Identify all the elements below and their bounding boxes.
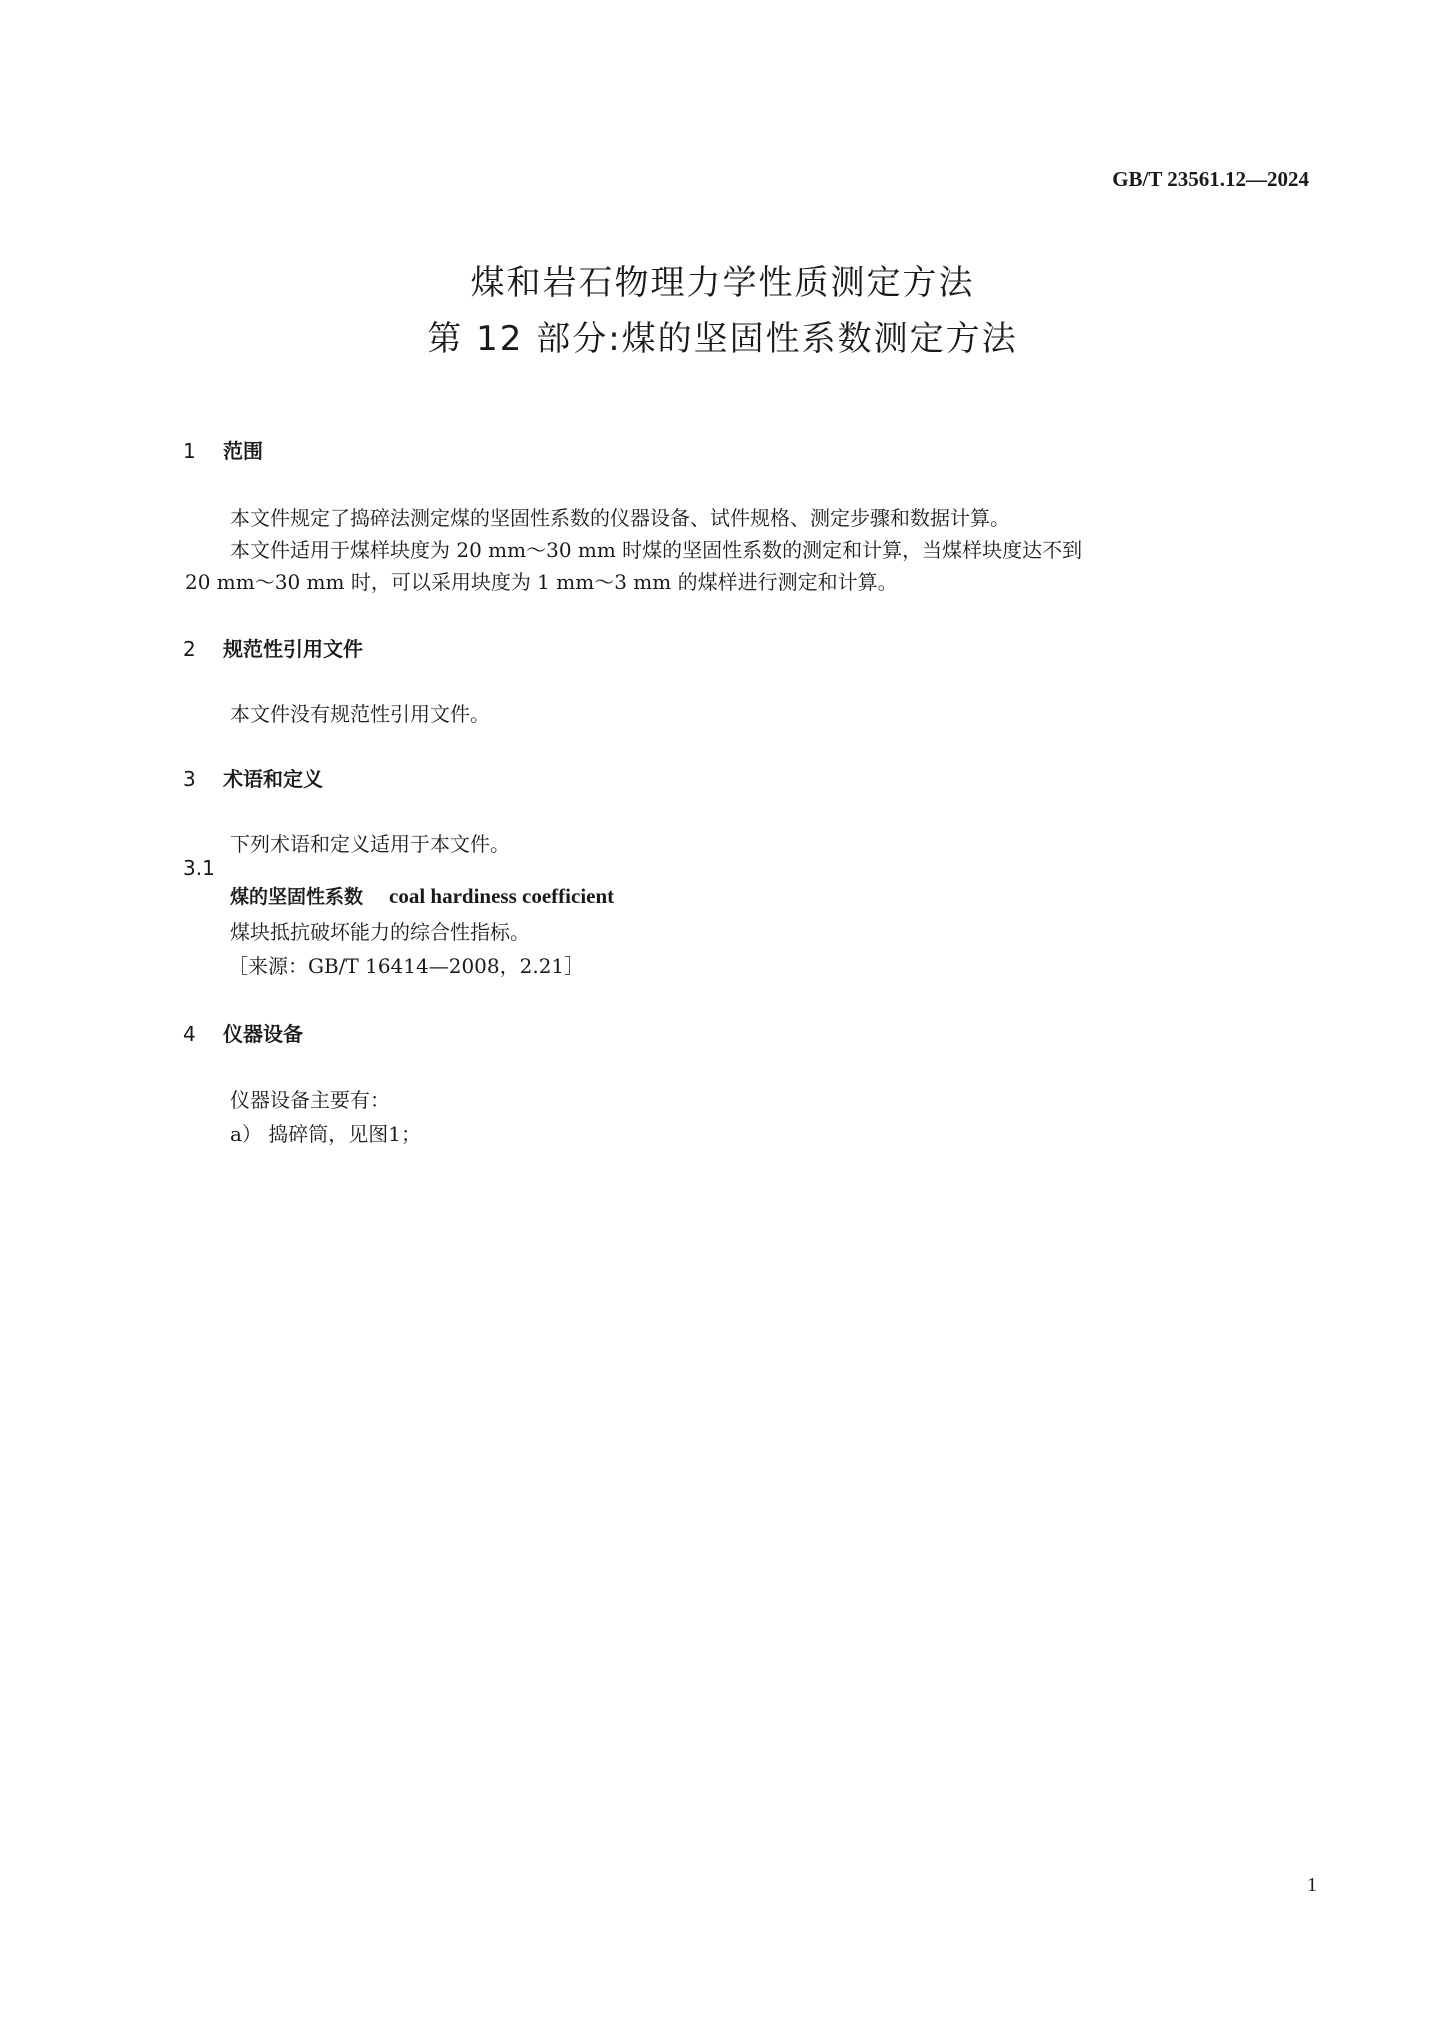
paragraph: 仪器设备主要有： <box>230 1088 390 1112</box>
term-english: coal hardiness coefficient <box>389 884 615 908</box>
paragraph: 下列术语和定义适用于本文件。 <box>230 832 510 856</box>
section-number: 2 <box>183 637 196 661</box>
document-title-line1: 煤和岩石物理力学性质测定方法 <box>470 263 975 303</box>
section-heading-scope <box>183 435 263 464</box>
term-chinese: 煤的坚固性系数 <box>230 886 364 908</box>
section-heading-apparatus <box>183 1018 303 1047</box>
term-entry <box>230 882 614 909</box>
term-source: ［来源：GB/T 16414—2008，2.21］ <box>228 954 585 978</box>
section-title: 规范性引用文件 <box>223 637 363 661</box>
page-number: 1 <box>1307 1874 1317 1896</box>
section-title: 范围 <box>223 439 263 463</box>
list-item: a） 捣碎筒，见图1； <box>230 1122 422 1146</box>
standard-number: GB/T 23561.12—2024 <box>1112 167 1309 191</box>
section-number: 4 <box>183 1022 196 1046</box>
section-number: 1 <box>183 439 196 463</box>
document-title-line2: 第 12 部分:煤的坚固性系数测定方法 <box>427 319 1018 359</box>
paragraph: 20 mm～30 mm 时，可以采用块度为 1 mm～3 mm 的煤样进行测定和计算。 <box>185 570 898 594</box>
section-heading-terms <box>183 763 323 792</box>
term-definition: 煤块抵抗破坏能力的综合性指标。 <box>230 920 530 944</box>
section-title: 术语和定义 <box>223 767 323 791</box>
section-heading-normative-references <box>183 633 363 662</box>
term-number: 3.1 <box>183 856 215 880</box>
paragraph: 本文件没有规范性引用文件。 <box>230 702 490 726</box>
section-number: 3 <box>183 767 196 791</box>
paragraph: 本文件规定了捣碎法测定煤的坚固性系数的仪器设备、试件规格、测定步骤和数据计算。 <box>230 506 1010 530</box>
paragraph: 本文件适用于煤样块度为 20 mm～30 mm 时煤的坚固性系数的测定和计算，当煤样块度达不到 <box>230 538 1083 562</box>
section-title: 仪器设备 <box>223 1022 303 1046</box>
